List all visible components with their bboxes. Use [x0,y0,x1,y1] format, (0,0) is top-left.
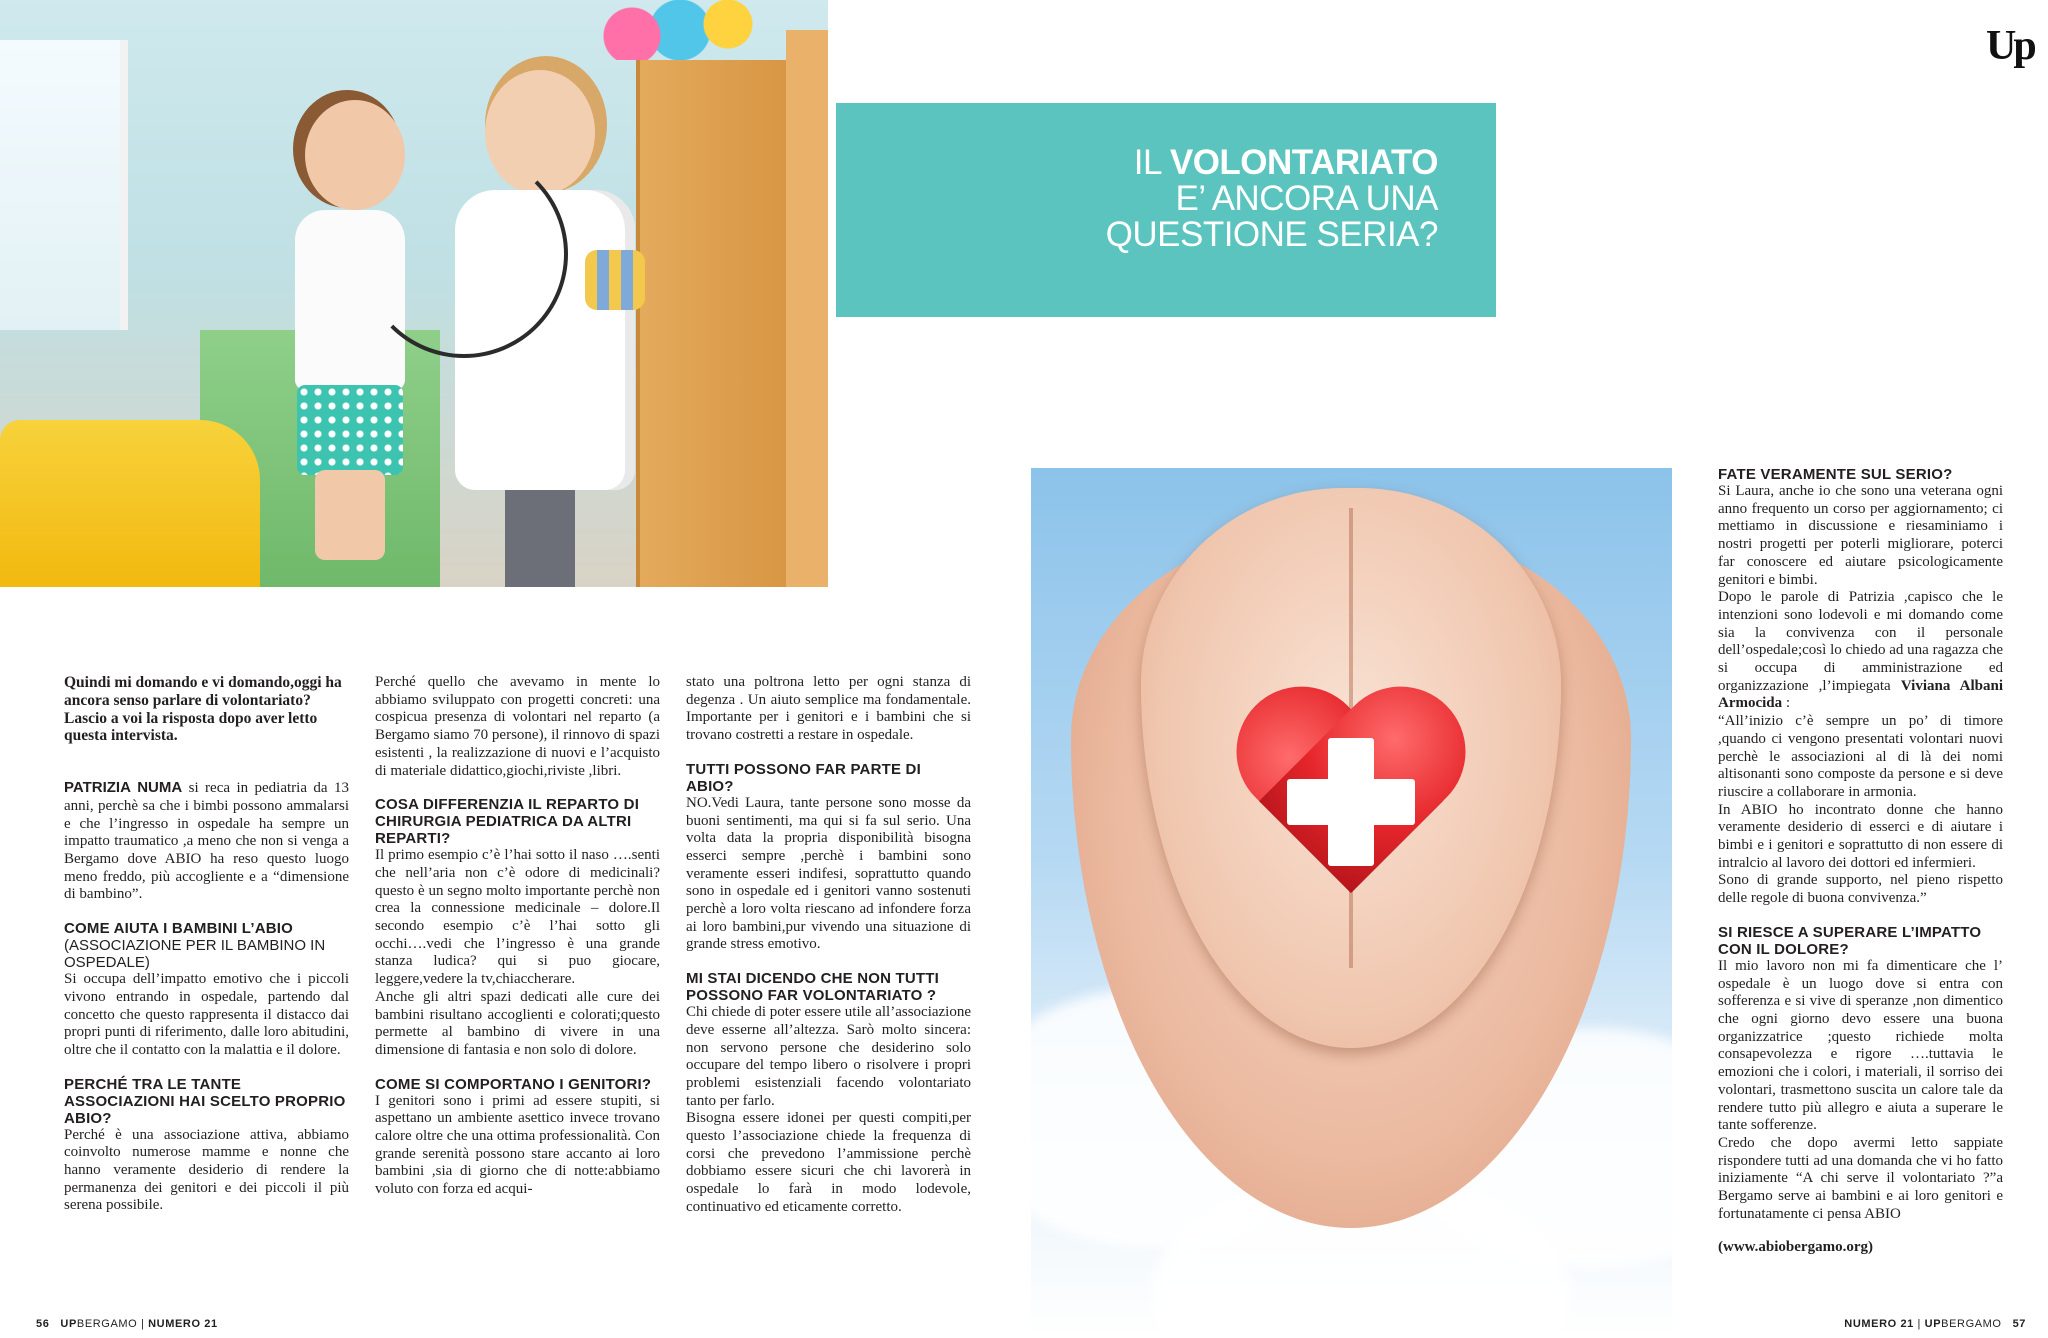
photo-cabinet-side [786,30,828,587]
photo-plush-toys [560,0,800,60]
body-paragraph: Dopo le parole di Patrizia ,capisco che le intenzioni sono lodevoli e mi domando come sia la convivenza con il personale dell’ospedale;così lo chiedo ad una ragazza che si occupa di amministrazione ed organizzazione ,l’impiegata Viviana Albani Armocida : [1718,589,2004,712]
text-column-4 [1718,466,2003,1257]
section-subheading: (ASSOCIAZIONE PER IL BAMBINO IN OSPEDALE) [64,937,326,972]
section-heading: SI RIESCE A SUPERARE L’IMPATTO CON IL DOLORE? [1718,923,1982,958]
text-column-1 [64,674,349,1215]
body-paragraph: Bisogna essere idonei per questi compiti,per questo l’associazione chiede la frequenza di corsi che prevedono l’ammissione perchè dobbiamo essere sicuri che chi lavorerà in ospedale lo farà in modo lodevole, continuativo ed eticamente corretto. [686,1110,971,1215]
section-heading: FATE VERAMENTE SUL SERIO? [1718,466,1953,483]
body-paragraph: Chi chiede di poter essere utile all’associazione deve esserne all’altezza. Sarò molto sincera: non servono persone che desiderino solo occupare del tempo libero o risolvere i propri problemi esistenziali facendo volontariato tanto per farlo. [686,1004,971,1109]
body-paragraph: Perché quello che avevamo in mente lo abbiamo sviluppato con progetti concreti: una cospicua presenza di volontari nel reparto (a Bergamo siamo 70 persone), il rinnovo di spazi esistenti , la realizzazione di nuovi e l’acquisto di materiale didattico,giochi,riviste ,libri. [375,674,660,779]
body-paragraph: Anche gli altri spazi dedicati alle cure dei bambini risultano accoglienti e colorati;questo permette al bambino di vivere in una dimensione di fantasia e non solo di dolore. [375,988,660,1058]
photo-toy-kitchen [0,420,260,587]
text-column-3 [686,674,971,1217]
section-heading: COME AIUTA I BAMBINI L’ABIO [64,920,294,938]
body-paragraph: Il primo esempio c’è l’hai sotto il naso ….senti che nell’aria non c’è odore di medicinali?questo è un segno molto importante perchè non crea la connessione medicinale – dolore.Il secondo esempio c’è l’hai sotto gli occhi….vedi che l’ingresso è una grande stanza ludica? qui si puo giocare, leggere,vedere la tv,chiaccherare. [375,847,660,988]
lead-paragraph: Quindi mi domando e vi domando,oggi ha ancora senso parlare di volontariato? Lascio a voi la risposta dopo aver letto questa intervista. [64,674,342,745]
body-paragraph: Si occupa dell’impatto emotivo che i piccoli vivono entrando in ospedale, partendo dal concetto che questo rappresenta il distacco dai propri punti di riferimento, dalle loro abitudini, oltre che il contatto con la malattia e il dolore. [64,971,349,1058]
text-column-2 [375,674,660,1199]
photo-children-playing-doctor [0,0,828,587]
footer-right: NUMERO 21 | UPBERGAMO 57 [1844,1318,2026,1330]
body-paragraph: Il mio lavoro non mi fa dimenticare che l’ ospedale è un luogo dove si entra con sofferenza e si vive di speranze ,non dimentico che ogni giorno devo essere una buona organizzatrice ;questo richiede molta consapevolezza e rigore ….tuttavia le emozioni che i colori, i materiali, il sorriso dei volontari, trasmettono suscita un calore tale da rendere tutto più allegro e aiuta a superare le tante sofferenze. [1718,957,2003,1134]
body-paragraph: stato una poltrona letto per ogni stanza di degenza . Un aiuto semplice ma fondamentale. Importante per i genitori e i bambini che si trovano costretti a restare in ospedale. [686,674,971,744]
magazine-logo: Up [1986,23,2034,69]
quote-paragraph: “All’inizio c’è sempre un po’ di timore ,quando ci vengono presentati volontari nuovi perchè le associazioni al di là dei nomi altisonanti sono composte da persone e si deve riuscire a collaborare in armonia. [1718,713,2003,800]
body-paragraph: I genitori sono i primi ad essere stupiti, si aspettano un ambiente asettico invece trovano calore oltre che una ottima professionalità. Con grande serenità possono stare accanto ai loro bambini ,sia di giorno che di notte:abbiamo voluto con forza ed acqui- [375,1092,660,1198]
body-paragraph: Perché è una associazione attiva, abbiamo coinvolto numerose mamme e nonne che hanno veramente desiderio di rendere la permanenza dei genitori e dei piccoli il più serena possibile. [64,1126,349,1214]
intro-paragraph: PATRIZIA NUMA si reca in pediatria da 13 anni, perchè sa che i bimbi possono ammalarsi e che l’ingresso in ospedale ha sempre un impatto traumatico ,a meno che non si venga a Bergamo dove ABIO ha reso questo luogo meno freddo, più accogliente e a “dimensione di bambino”. [64,779,349,903]
body-paragraph: Si Laura, anche io che sono una veterana ogni anno frequento un corso per aggiornamento; ci mettiamo in discussione e riesaminiamo i nostri progetti per poterli migliorare, poterci far conoscere ed aiutare psicologicamente genitori e bimbi. [1718,483,2003,588]
section-heading: COSA DIFFERENZIA IL REPARTO DI CHIRURGIA PEDIATRICA DA ALTRI REPARTI? [375,796,640,848]
page-number-left: 56 [36,1318,50,1330]
article-title: IL VOLONTARIATO E’ ANCORA UNA QUESTIONE SERIA? [1105,143,1438,254]
section-heading: PERCHÉ TRA LE TANTE ASSOCIAZIONI HAI SCELTO PROPRIO ABIO? [64,1075,346,1127]
body-paragraph: Credo che dopo avermi letto sappiate rispondere tutti ad una domanda che vi ho fatto iniziamente “A chi serve il volontariato ?”a Bergamo serve ai bambini e ai loro genitori e fortunatamente ci pensa ABIO [1718,1134,2003,1222]
website-link[interactable]: (www.abiobergamo.org) [1718,1239,1873,1256]
page-number-right: 57 [2012,1318,2026,1330]
footer-left: 56 UPBERGAMO | NUMERO 21 [36,1318,218,1330]
photo-stethoscope [360,150,568,358]
quote-paragraph: In ABIO ho incontrato donne che hanno veramente desiderio di esserci e di aiutare i bimbi e i genitori e soprattutto di non essere di intralcio al lavoro dei dottori ed infermieri. [1718,801,2003,871]
section-heading: TUTTI POSSONO FAR PARTE DI ABIO? [686,760,921,795]
title-banner [836,103,1496,317]
section-heading: COME SI COMPORTANO I GENITORI? [375,1075,652,1093]
photo-window [0,40,128,330]
section-heading: MI STAI DICENDO CHE NON TUTTI POSSONO FAR VOLONTARIATO ? [686,970,940,1005]
photo-hands-holding-heart [1031,468,1672,1338]
photo-wooden-cabinet [636,60,790,587]
body-paragraph: NO.Vedi Laura, tante persone sono mosse da buoni sentimenti, ma qui si fa sul serio. Una volta data la propria disponibilità bisogna esserci sempre ,perchè i bambini sono veramente esseri indifesi, soprattutto quando sono in ospedale ed i genitori vanno sostenuti perchè a loro volta riescano ad infondere forza ai loro bambini,pur vivendo una situazione di grande stress emotivo. [686,794,971,953]
quote-paragraph: Sono di grande supporto, nel pieno rispetto delle regole di buona convivenza.” [1718,872,2003,907]
